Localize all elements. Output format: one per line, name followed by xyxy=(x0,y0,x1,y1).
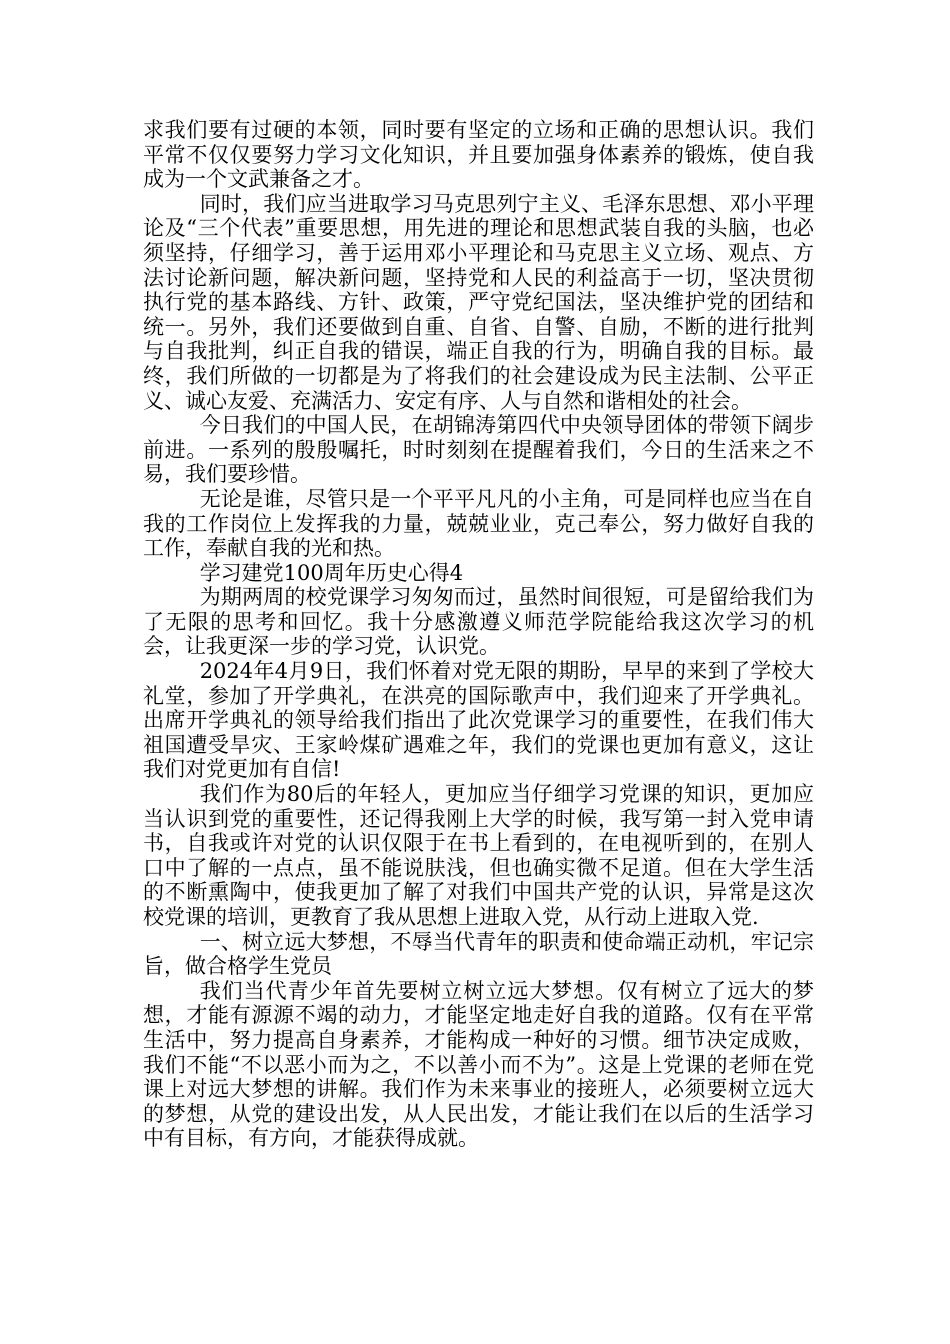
paragraph-opening-ceremony: 2024年4月9日，我们怀着对党无限的期盼，早早的来到了学校大礼堂，参加了开学典礼，在洪亮的国际歌声中，我们迎来了开学典礼。出席开学典礼的领导给我们指出了此次党课学习的重要性，在我们伟大祖国遭受旱灾、王家岭煤矿遇难之年，我们的党课也更加有意义，这让我们对党更加有自信! xyxy=(143,659,814,782)
subsection-title: 一、树立远大梦想，不辱当代青年的职责和使命端正动机，牢记宗旨，做合格学生党员 xyxy=(143,929,814,979)
paragraph-theory-study: 同时，我们应当进取学习马克思列宁主义、毛泽东思想、邓小平理论及“三个代表”重要思想，用先进的理论和思想武装自我的头脑，也必须坚持，仔细学习，善于运用邓小平理论和马克思主义立场、观点、方法讨论新问题，解决新问题，坚持党和人民的利益高于一切，坚决贯彻执行党的基本路线、方针、政策，严守党纪国法，坚决维护党的团结和统一。另外，我们还要做到自重、自省、自警、自励，不断的进行批判与自我批判，纠正自我的错误，端正自我的行为，明确自我的目标。最终，我们所做的一切都是为了将我们的社会建设成为民主法制、公平正义、诚心友爱、充满活力、安定有序、人与自然和谐相处的社会。 xyxy=(143,191,814,413)
document-body xyxy=(143,118,814,1151)
section-title: 学习建党100周年历史心得4 xyxy=(199,560,464,585)
paragraph-post-80s: 我们作为80后的年轻人，更加应当仔细学习党课的知识，更加应当认识到党的重要性，还记得我刚上大学的时候，我写第一封入党申请书，自我或许对党的认识仅限于在书上看到的，在电视听到的，在别人口中了解的一点点，虽不能说肤浅，但也确实微不足道。但在大学生活的不断熏陶中，使我更加了解了对我们中国共产党的认识，异常是这次校党课的培训，更教育了我从思想上进取入党，从行动上进取入党. xyxy=(143,782,814,929)
paragraph-chinese-people: 今日我们的中国人民，在胡锦涛第四代中央领导团体的带领下阔步前进。一系列的殷殷嘱托，时时刻刻在提醒着我们，今日的生活来之不易，我们要珍惜。 xyxy=(143,413,814,487)
paragraph-continuation: 求我们要有过硬的本领，同时要有坚定的立场和正确的思想认识。我们平常不仅仅要努力学习文化知识，并且要加强身体素养的锻炼，使自我成为一个文武兼备之才。 xyxy=(143,118,814,192)
paragraph-ordinary-role: 无论是谁，尽管只是一个平平凡凡的小主角，可是同样也应当在自我的工作岗位上发挥我的力量，兢兢业业，克己奉公，努力做好自我的工作，奉献自我的光和热。 xyxy=(143,486,814,561)
paragraph-ideals: 我们当代青少年首先要树立树立远大梦想。仅有树立了远大的梦想，才能有源源不竭的动力，才能坚定地走好自我的道路。仅有在平常生活中，努力提高自身素养，才能构成一种好的习惯。细节决定成败，我们不能“不以恶小而为之，不以善小而不为”。这是上党课的老师在党课上对远大梦想的讲解。我们作为未来事业的接班人，必须要树立远大的梦想，从党的建设出发，从人民出发，才能让我们在以后的生活学习中有目标，有方向，才能获得成就。 xyxy=(143,978,814,1151)
paragraph-party-course: 为期两周的校党课学习匆匆而过，虽然时间很短，可是留给我们为了无限的思考和回忆。我十分感激遵义师范学院能给我这次学习的机会，让我更深一步的学习党，认识党。 xyxy=(143,585,814,659)
